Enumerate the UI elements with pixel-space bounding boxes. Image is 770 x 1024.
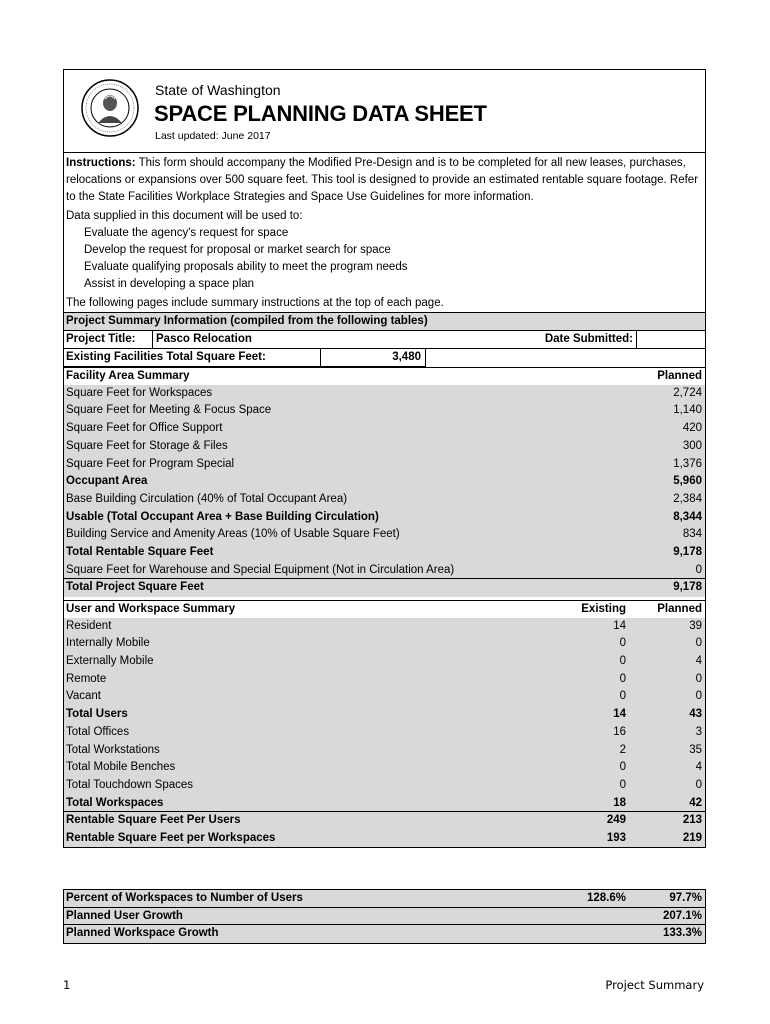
instructions-block (64, 153, 705, 313)
user-workspace-table (64, 618, 705, 848)
existing-value: 14 (613, 708, 626, 721)
planned-column-header: Planned (657, 370, 702, 383)
instructions-text: This form should accompany the Modified Pre-Design and is to be completed for all new leases, purchases, relocations or expansions over 500 square feet. This tool is designed to provide an estimated rentable square footage. Refer to the State Facilities Workplace Strategies and Space Use Guidelines for more information. (66, 157, 699, 203)
row-label: Square Feet for Program Special (66, 457, 235, 470)
row-label: Usable (Total Occupant Area + Base Building Circulation) (66, 510, 379, 523)
planned-value: 42 (689, 796, 702, 809)
planned-value: 35 (689, 743, 702, 756)
planned-value: 0 (695, 690, 702, 703)
planned-value: 834 (682, 528, 702, 541)
table-row (64, 618, 705, 636)
existing-value: 0 (619, 637, 626, 650)
row-label: Planned User Growth (66, 909, 183, 922)
row-label: Total Mobile Benches (66, 761, 176, 774)
page-number: 1 (63, 978, 71, 992)
total-project-row (64, 579, 705, 597)
row-label: Planned Workspace Growth (66, 927, 219, 940)
planned-value: 5,960 (673, 475, 702, 488)
project-summary-heading: Project Summary Information (compiled from the following tables) (64, 313, 705, 331)
table-row (64, 456, 705, 474)
facility-heading-label: Facility Area Summary (66, 370, 190, 383)
row-label: Total Users (66, 708, 128, 721)
row-label: Square Feet for Workspaces (66, 386, 213, 399)
planned-value: 207.1% (662, 909, 702, 922)
row-label: Total Offices (66, 725, 130, 738)
planned-value: 4 (695, 655, 702, 668)
planned-value: 420 (682, 422, 702, 435)
row-label: Occupant Area (66, 475, 148, 488)
row-label: Total Workspaces (66, 796, 164, 809)
table-row (64, 724, 705, 742)
use-item: Develop the request for proposal or market search for space (84, 244, 391, 256)
table-row (64, 438, 705, 456)
planned-value: 0 (695, 563, 702, 576)
table-row (64, 473, 705, 491)
date-submitted-value[interactable] (637, 331, 705, 349)
project-title-row (64, 331, 705, 350)
planned-value: 8,344 (673, 510, 702, 523)
row-label: Resident (66, 619, 112, 632)
row-label: Rentable Square Feet Per Users (66, 814, 241, 827)
planned-value: 213 (682, 814, 702, 827)
existing-value: 2 (619, 743, 626, 756)
planned-value: 1,140 (673, 404, 702, 417)
instructions-label: Instructions: (66, 157, 136, 169)
existing-value: 18 (613, 796, 626, 809)
table-row (64, 759, 705, 777)
existing-value: 16 (613, 725, 626, 738)
row-label: Square Feet for Warehouse and Special Equipment (Not in Circulation Area) (66, 563, 455, 576)
following-note: The following pages include summary instructions at the top of each page. (66, 297, 444, 309)
existing-value: 0 (619, 672, 626, 685)
existing-value: 0 (619, 690, 626, 703)
existing-facilities-label: Existing Facilities Total Square Feet: (64, 349, 321, 367)
project-title-value[interactable]: Pasco Relocation (156, 332, 252, 345)
table-row (64, 420, 705, 438)
existing-column-header: Existing (581, 603, 626, 615)
table-row (64, 544, 705, 562)
row-label: Percent of Workspaces to Number of Users (66, 892, 303, 904)
page-title: SPACE PLANNING DATA SHEET (154, 101, 487, 126)
planned-value: 0 (695, 778, 702, 791)
row-label: Base Building Circulation (40% of Total Occupant Area) (66, 492, 348, 505)
planned-column-header: Planned (657, 603, 702, 615)
row-label: Total Touchdown Spaces (66, 778, 194, 791)
washington-state-seal (81, 79, 139, 137)
existing-value: 0 (619, 655, 626, 668)
planned-value: 43 (689, 708, 702, 721)
date-submitted-label: Date Submitted: (533, 331, 637, 349)
table-row (64, 509, 705, 527)
user-heading-label: User and Workspace Summary (66, 603, 236, 615)
planned-value: 9,178 (673, 581, 702, 594)
use-item: Evaluate the agency's request for space (84, 227, 289, 239)
existing-value: 128.6% (586, 892, 626, 904)
existing-facilities-value[interactable]: 3,480 (321, 349, 426, 367)
row-label: Square Feet for Office Support (66, 422, 223, 435)
use-item: Assist in developing a space plan (84, 278, 255, 290)
data-sheet (63, 69, 706, 848)
existing-value: 14 (613, 619, 626, 632)
planned-value: 4 (695, 761, 702, 774)
planned-value: 39 (689, 619, 702, 632)
row-label: Square Feet for Storage & Files (66, 439, 228, 452)
existing-value: 0 (619, 778, 626, 791)
table-row (64, 385, 705, 403)
row-label: Square Feet for Meeting & Focus Space (66, 404, 272, 417)
table-row (64, 795, 705, 813)
planned-value: 3 (695, 725, 702, 738)
last-updated: Last updated: June 2017 (155, 130, 271, 142)
table-row (64, 688, 705, 706)
table-row (64, 706, 705, 724)
user-workspace-heading (64, 600, 705, 618)
table-row (64, 830, 705, 848)
planned-value: 0 (695, 672, 702, 685)
existing-facilities-row (64, 349, 705, 367)
table-row (64, 812, 705, 830)
growth-summary-table (63, 889, 706, 944)
table-row (64, 653, 705, 671)
facility-area-table (64, 385, 705, 597)
table-row (64, 491, 705, 509)
table-row (64, 742, 705, 760)
existing-value: 249 (606, 814, 626, 827)
sheet-name: Project Summary (605, 978, 704, 992)
table-row (64, 402, 705, 420)
planned-value: 9,178 (673, 545, 702, 558)
sheet-header (64, 70, 705, 153)
row-label: Internally Mobile (66, 637, 150, 650)
row-label: Total Project Square Feet (66, 581, 204, 594)
project-title-label: Project Title: (64, 331, 153, 349)
existing-value: 0 (619, 761, 626, 774)
row-label: Total Workstations (66, 743, 160, 756)
table-row (64, 908, 705, 926)
table-row (64, 925, 705, 943)
row-label: Rentable Square Feet per Workspaces (66, 831, 276, 844)
facility-area-heading (64, 367, 705, 385)
table-row (64, 526, 705, 544)
table-row (64, 635, 705, 653)
planned-value: 97.7% (669, 892, 702, 904)
existing-value: 193 (606, 831, 626, 844)
instructions-paragraph (66, 155, 703, 206)
data-intro: Data supplied in this document will be used to: (66, 210, 303, 222)
planned-value: 2,384 (673, 492, 702, 505)
use-item: Evaluate qualifying proposals ability to meet the program needs (84, 261, 408, 273)
row-label: Externally Mobile (66, 655, 154, 668)
row-label: Vacant (66, 690, 101, 703)
table-row (64, 890, 705, 908)
planned-value: 0 (695, 637, 702, 650)
planned-value: 1,376 (673, 457, 702, 470)
state-name: State of Washington (155, 82, 281, 98)
table-row (64, 671, 705, 689)
planned-value: 2,724 (673, 386, 702, 399)
planned-value: 133.3% (662, 927, 702, 940)
row-label: Remote (66, 672, 107, 685)
planned-value: 219 (682, 831, 702, 844)
table-row (64, 777, 705, 795)
planned-value: 300 (682, 439, 702, 452)
table-row (64, 562, 705, 580)
row-label: Building Service and Amenity Areas (10% of Usable Square Feet) (66, 528, 400, 541)
row-label: Total Rentable Square Feet (66, 545, 214, 558)
